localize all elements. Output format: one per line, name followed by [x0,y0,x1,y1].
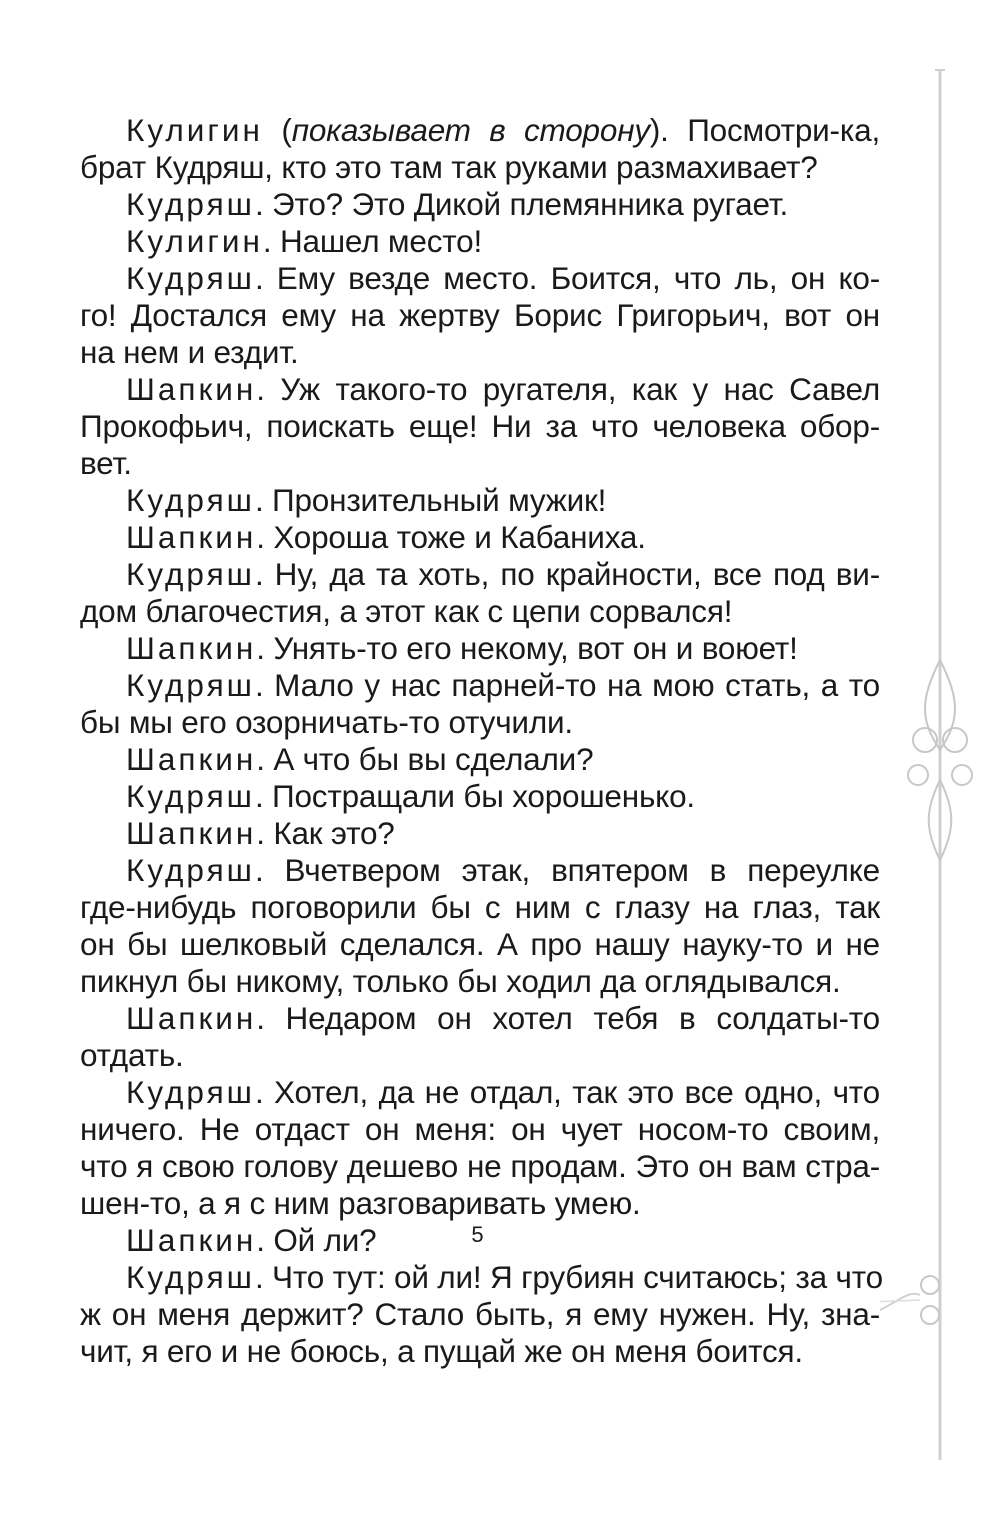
text-line [80,519,880,556]
text-line: ничего. Не отдаст он меня: он чует носом-то своим, [80,1111,880,1147]
text-line [80,778,880,815]
stage-open: ( [262,112,292,148]
speech-text: . Как это? [256,815,395,851]
text-line: Прокофьич, поискать еще! Ни за что человека обор- [80,408,880,444]
text-line [80,260,880,297]
text-line [80,482,880,519]
text-line [80,1074,880,1111]
speaker-name: Кудряш [126,556,255,592]
text-line [80,556,880,593]
speech-text: . А что бы вы сделали? [256,741,594,777]
text-line: пикнул бы никому, только бы ходил да оглядывался. [80,963,841,999]
text-line [80,1259,883,1296]
speech-text: Посмотри-ка, [668,112,880,148]
speaker-name: Кудряш [126,260,255,296]
speech-text: . Постращали бы хорошенько. [254,778,695,814]
text-line: бы мы его озорничать-то отучили. [80,704,573,740]
text-line [80,112,880,149]
speaker-name: Кудряш [126,1074,255,1110]
speech-text: . Хотел, да не отдал, так это все одно, что [254,1074,880,1110]
speech-text: . Недаром он хотел тебя в солдаты-то [256,1000,880,1036]
speech-text: . Мало у нас парней-то на мою стать, а то [254,667,880,703]
speaker-name: Шапкин [126,1222,257,1258]
speaker-name: Кулигин [126,112,263,148]
text-line [80,223,880,260]
decorative-border-ornament [880,60,990,1480]
speaker-name: Шапкин [126,741,257,777]
text-line: чит, я его и не боюсь, а пущай же он меня боится. [80,1333,803,1369]
text-line: дом благочестия, а этот как с цепи сорвался! [80,593,733,629]
text-line [80,815,880,852]
text-line: шен-то, а я с ним разговаривать умею. [80,1185,641,1221]
play-text [80,112,883,1370]
text-line [80,667,880,704]
speech-text: . Ну, да та хоть, по крайности, все под ви- [254,556,880,592]
speech-text: . Что тут: ой ли! Я грубиян считаюсь; за что [254,1259,883,1295]
speech-text: . Нашел место! [262,223,482,259]
speaker-name: Шапкин [126,630,257,666]
text-line: отдать. [80,1037,184,1073]
text-line [80,1000,880,1037]
speech-text: . Уж такого-то ругателя, как у нас Савел [256,371,880,407]
speech-text: . Пронзительный мужик! [254,482,607,518]
speaker-name: Кудряш [126,778,255,814]
text-line [80,630,880,667]
speaker-name: Кудряш [126,482,255,518]
speaker-name: Кудряш [126,1259,255,1295]
speech-text: . Ему везде место. Боится, что ль, он ко- [254,260,880,296]
text-line: го! Достался ему на жертву Борис Григорьич, вот он [80,297,880,333]
speaker-name: Шапкин [126,815,257,851]
text-line: ж он меня держит? Стало быть, я ему нужен. Ну, зна- [80,1296,880,1332]
speech-text: . Вчетвером этак, впятером в переулке [254,852,880,888]
speaker-name: Кудряш [126,667,255,703]
speaker-name: Шапкин [126,371,257,407]
page-number: 5 [471,1222,484,1247]
speaker-name: Кудряш [126,186,255,222]
text-line: где-нибудь поговорили бы с ним с глазу на глаз, так [80,889,880,925]
speaker-name: Кудряш [126,852,255,888]
text-line: что я свою голову дешево не продам. Это он вам стра- [80,1148,880,1184]
stage-close: ). [649,112,669,148]
text-line: на нем и ездит. [80,334,299,370]
speech-text: . Хороша тоже и Кабаниха. [256,519,646,555]
speaker-name: Шапкин [126,1000,257,1036]
speech-text: . Ой ли? [256,1222,377,1258]
text-line [80,371,880,408]
text-line: брат Кудряш, кто это там так руками размахивает? [80,149,818,185]
speaker-name: Кулигин [126,223,263,259]
text-line [80,741,880,778]
speaker-name: Шапкин [126,519,257,555]
stage-direction: показывает в сторону [291,112,650,148]
text-line: он бы шелковый сделался. А про нашу науку-то и не [80,926,880,962]
text-line [80,186,880,223]
speech-text: . Унять-то его некому, вот он и воюет! [256,630,798,666]
speech-text: . Это? Это Дикой племянника ругает. [254,186,789,222]
text-line [80,852,880,889]
text-line: вет. [80,445,132,481]
